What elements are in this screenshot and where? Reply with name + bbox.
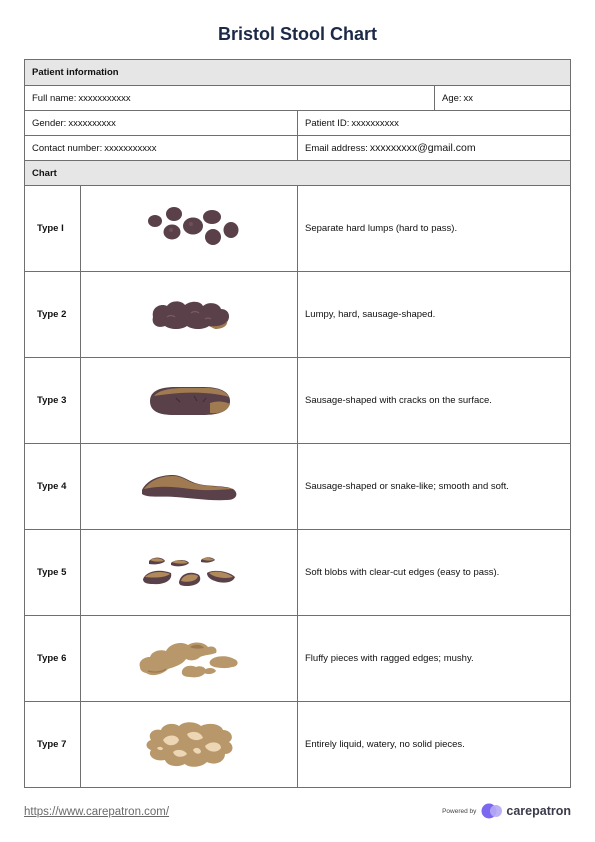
type-3-stool-icon	[146, 384, 232, 418]
patient-id-label: Patient ID:	[305, 117, 350, 129]
age-label: Age:	[442, 92, 462, 104]
type-4-stool-icon	[139, 470, 239, 504]
stool-chart-form	[24, 59, 571, 788]
type-label: Type 2	[37, 309, 67, 320]
full-name-field[interactable]	[25, 86, 434, 110]
contact-number-label: Contact number:	[32, 142, 103, 154]
chart-row-type-5	[25, 529, 570, 615]
contact-number-value: xxxxxxxxxxx	[104, 142, 157, 154]
patient-id-field[interactable]	[297, 111, 570, 135]
name-age-row	[25, 85, 570, 110]
carepatron-url-link[interactable]: https://www.carepatron.com/	[24, 806, 170, 818]
patient-info-header	[25, 60, 570, 85]
contact-email-row	[25, 135, 570, 160]
type-label: Type 5	[37, 567, 67, 578]
type-description: Separate hard lumps (hard to pass).	[297, 186, 570, 271]
chart-row-type-7	[25, 701, 570, 787]
email-label: Email address:	[305, 142, 368, 154]
chart-row-type-3	[25, 357, 570, 443]
chart-row-type-2	[25, 271, 570, 357]
full-name-value: xxxxxxxxxxx	[78, 92, 131, 104]
powered-by-text: Powered by	[442, 807, 477, 815]
page-title: Bristol Stool Chart	[217, 24, 377, 44]
type-label: Type 4	[37, 481, 67, 492]
carepatron-brand	[442, 803, 571, 819]
type-description: Fluffy pieces with ragged edges; mushy.	[297, 616, 570, 701]
type-1-stool-icon	[139, 204, 239, 254]
gender-id-row	[25, 110, 570, 135]
carepatron-logo-icon	[481, 803, 503, 819]
carepatron-brand-name: carepatron	[506, 804, 571, 818]
patient-info-label: Patient information	[32, 67, 119, 78]
email-field[interactable]	[297, 136, 570, 160]
chart-row-type-6	[25, 615, 570, 701]
type-6-stool-icon	[134, 637, 244, 681]
gender-label: Gender:	[32, 117, 67, 129]
age-value: xx	[463, 92, 474, 104]
chart-row-type-1	[25, 185, 570, 271]
patient-id-value: xxxxxxxxxx	[351, 117, 399, 129]
type-description: Sausage-shaped with cracks on the surface.	[297, 358, 570, 443]
type-5-stool-icon	[141, 555, 237, 591]
type-7-stool-icon	[141, 720, 237, 770]
chart-row-type-4	[25, 443, 570, 529]
contact-number-field[interactable]	[25, 136, 297, 160]
age-field[interactable]	[434, 86, 570, 110]
chart-label: Chart	[32, 167, 57, 179]
type-description: Entirely liquid, watery, no solid pieces.	[297, 702, 570, 787]
email-value: xxxxxxxxx@gmail.com	[369, 142, 476, 154]
type-label: Type 3	[37, 395, 67, 406]
type-description: Soft blobs with clear-cut edges (easy to pass).	[297, 530, 570, 615]
type-label: Type I	[37, 223, 64, 234]
type-description: Lumpy, hard, sausage-shaped.	[297, 272, 570, 357]
full-name-label: Full name:	[32, 92, 77, 104]
type-label: Type 6	[37, 653, 67, 664]
gender-field[interactable]	[25, 111, 297, 135]
type-label: Type 7	[37, 739, 67, 750]
gender-value: xxxxxxxxxx	[68, 117, 116, 129]
chart-header	[25, 160, 570, 185]
type-description: Sausage-shaped or snake-like; smooth and soft.	[297, 444, 570, 529]
type-2-stool-icon	[147, 297, 231, 333]
